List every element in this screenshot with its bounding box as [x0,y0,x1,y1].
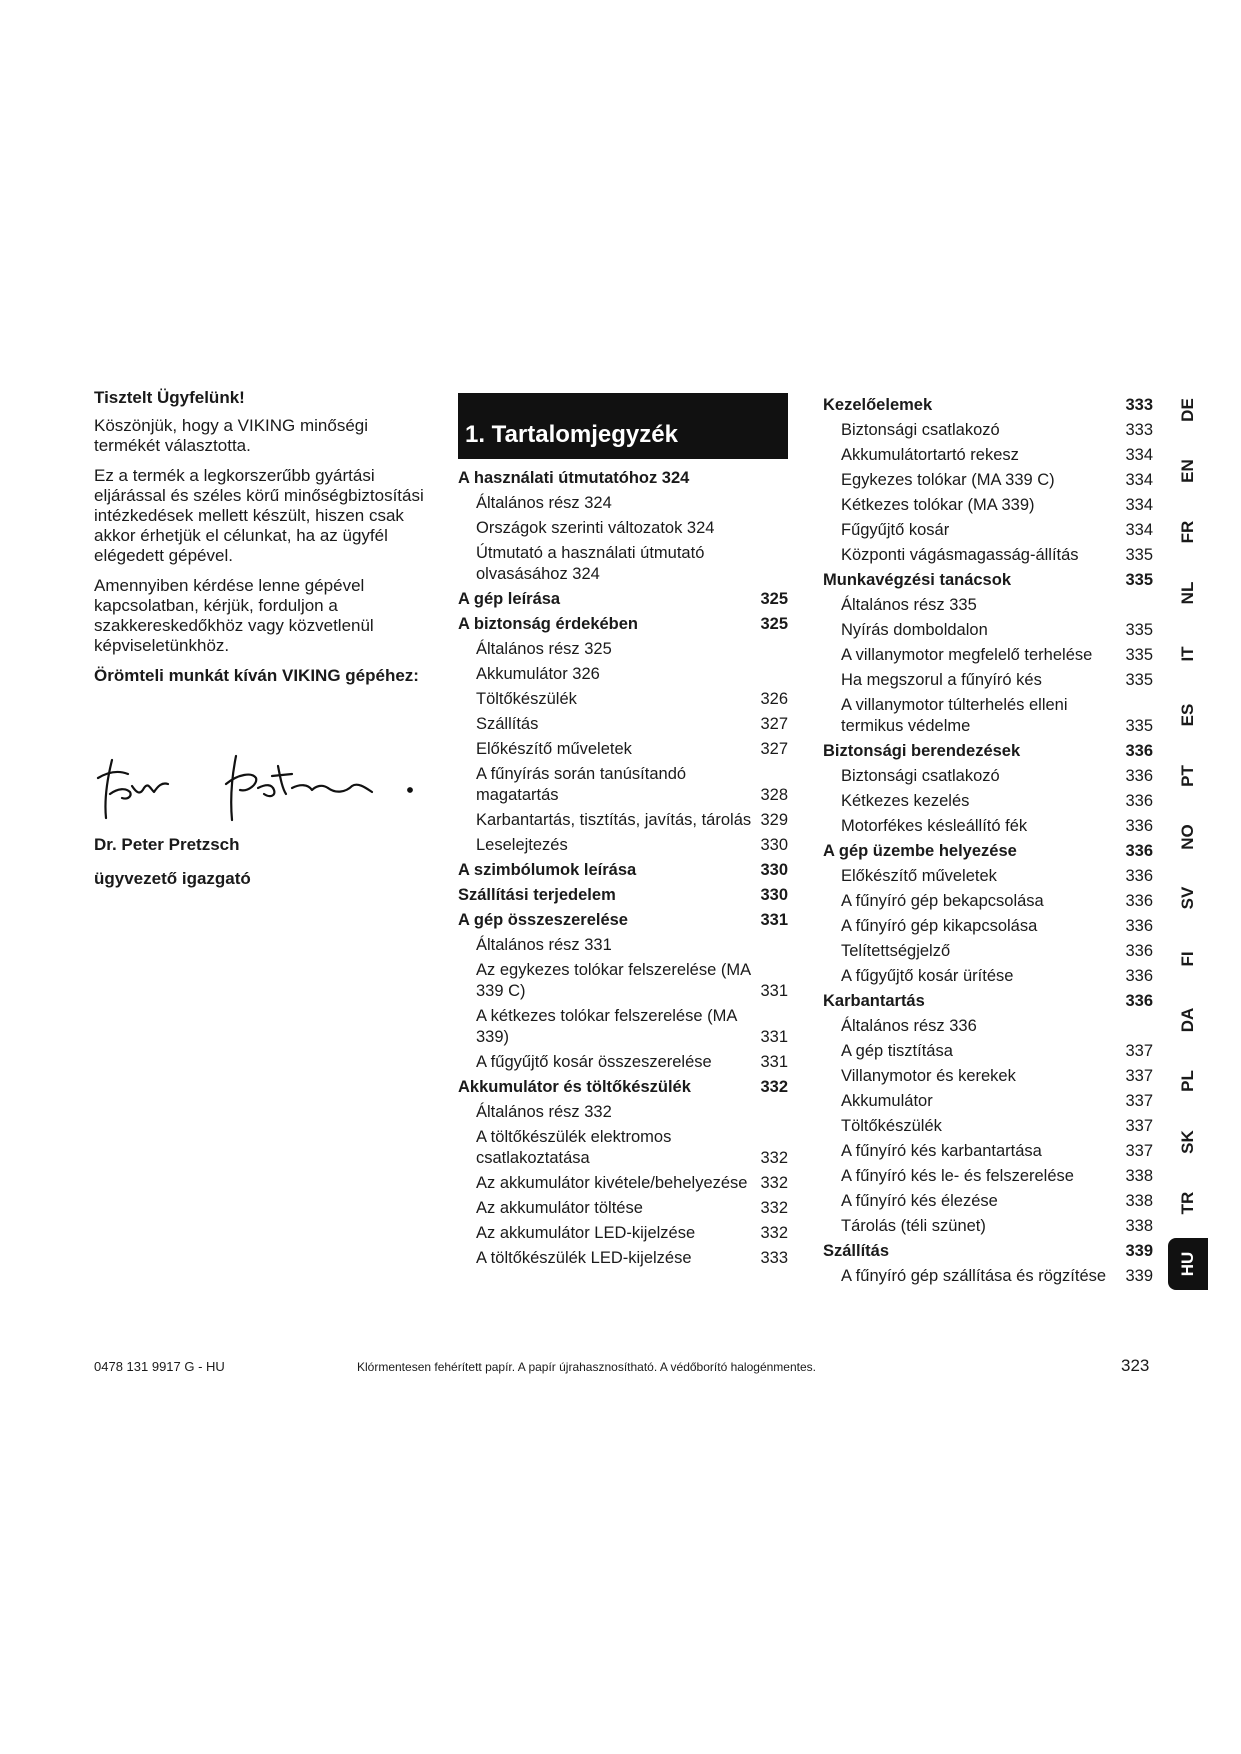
toc-entry[interactable] [823,916,1153,937]
toc-entry[interactable] [458,639,788,660]
toc-page-number: 334 [1125,471,1153,489]
toc-entry-title: A szimbólumok leírása [458,861,637,879]
toc-page-number: 335 [1125,717,1153,735]
toc-entry-title: A biztonság érdekében [458,615,639,633]
toc-page-number: 330 [760,861,788,879]
toc-entry-title: A fűnyíró gép szállítása és rögzítése [841,1267,1107,1285]
toc-entry[interactable] [823,1091,1153,1112]
toc-section[interactable] [458,589,788,610]
toc-entry-title: Leselejtezés [476,836,568,854]
language-tab-nl[interactable] [1168,578,1208,608]
language-tab-en[interactable] [1168,456,1208,486]
toc-entry[interactable] [823,941,1153,962]
toc-entry[interactable] [823,1016,1153,1037]
toc-section[interactable] [823,841,1153,862]
greeting: Tisztelt Ügyfelünk! [94,388,245,407]
toc-entry-title: Tárolás (téli szünet) [841,1217,986,1235]
language-tab-label: DA [1178,1007,1197,1033]
language-tab-label: IT [1178,646,1197,662]
toc-entry-title: Töltőkészülék [476,690,577,708]
toc-page-number: 338 [1125,1167,1153,1185]
toc-entry[interactable] [458,664,788,685]
toc-entry-title: A villanymotor megfelelő terhelése [841,646,1093,664]
toc-entry-title: A töltőkészülék elektromos csatlakoztatása [476,1128,672,1167]
language-tab-tr[interactable] [1168,1188,1208,1218]
toc-entry[interactable] [458,518,788,539]
toc-section[interactable] [458,468,788,489]
toc-entry[interactable] [458,1006,788,1048]
toc-page-number: 329 [760,811,788,829]
toc-entry[interactable] [823,1141,1153,1162]
toc-page-number: 330 [760,836,788,854]
toc-entry-title: A fűnyíró kés le- és felszerelése [841,1167,1074,1185]
toc-entry[interactable] [458,1127,788,1169]
toc-page-number: 338 [1125,1192,1153,1210]
toc-entry[interactable] [823,545,1153,566]
toc-section[interactable] [823,741,1153,762]
language-tab-label: NL [1178,581,1197,605]
toc-entry-title: Általános rész 332 [476,1103,612,1121]
toc-entry-title: Szállítási terjedelem [458,886,616,904]
language-tab-label: SK [1178,1130,1197,1154]
toc-entry-title: Nyírás domboldalon [841,621,988,639]
toc-entry[interactable] [458,1248,788,1269]
language-tab-label: NO [1178,824,1197,850]
toc-page-number: 337 [1125,1092,1153,1110]
toc-section[interactable] [458,1077,788,1098]
toc-page-number: 336 [1125,817,1153,835]
language-tab-label: PL [1178,1070,1197,1092]
toc-page-number: 337 [1125,1142,1153,1160]
intro-paragraph: Amennyiben kérdése lenne gépével kapcsolatban, kérjük, forduljon a szakkereskedőkhöz vagy közvetlenül képviseletünkhöz. [94,576,374,655]
toc-page-number: 336 [1125,767,1153,785]
toc-page-number: 328 [760,786,788,804]
toc-page-number: 337 [1125,1117,1153,1135]
toc-entry[interactable] [458,1052,788,1073]
toc-page-number: 335 [1125,571,1153,589]
toc-entry-title: A gép összeszerelése [458,911,628,929]
language-tab-fr[interactable] [1168,517,1208,547]
toc-entry-title: A fűnyíró gép kikapcsolása [841,917,1038,935]
toc-page-number: 338 [1125,1217,1153,1235]
toc-entry[interactable] [823,420,1153,441]
toc-entry-title: Fűgyűjtő kosár [841,521,950,539]
language-tab-label: EN [1178,459,1197,483]
toc-entry[interactable] [823,1191,1153,1212]
language-tab-label: DE [1178,398,1197,422]
toc-entry[interactable] [458,714,788,735]
toc-entry[interactable] [823,791,1153,812]
toc-page-number: 335 [1125,671,1153,689]
toc-page-number: 326 [760,690,788,708]
toc-entry[interactable] [823,766,1153,787]
toc-page-number: 336 [1125,992,1153,1010]
toc-entry[interactable] [823,645,1153,666]
toc-entry[interactable] [823,866,1153,887]
toc-entry-title: Előkészítő műveletek [476,740,632,758]
toc-entry[interactable] [458,1223,788,1244]
toc-page-number: 331 [760,1053,788,1071]
toc-page-number: 327 [760,740,788,758]
toc-entry-title: Ha megszorul a fűnyíró kés [841,671,1042,689]
toc-entry-title: Biztonsági csatlakozó [841,767,1000,785]
toc-entry-title: Villanymotor és kerekek [841,1067,1016,1085]
toc-page-number: 336 [1125,792,1153,810]
toc-page-number: 332 [760,1174,788,1192]
toc-entry-title: Általános rész 324 [476,494,612,512]
toc-entry-title: Általános rész 336 [841,1017,977,1035]
toc-entry-title: A gép leírása [458,590,561,608]
toc-entry-title: Karbantartás, tisztítás, javítás, tárolás [476,811,752,829]
toc-entry[interactable] [458,960,788,1002]
language-tab-pt[interactable] [1168,761,1208,791]
toc-entry[interactable] [823,1166,1153,1187]
toc-entry[interactable] [823,891,1153,912]
toc-entry[interactable] [823,816,1153,837]
toc-column-middle [458,468,788,1273]
toc-page-number: 334 [1125,521,1153,539]
toc-entry[interactable] [823,670,1153,691]
language-tab-label: FR [1178,520,1197,544]
intro-paragraph: Köszönjük, hogy a VIKING minőségi termékét választotta. [94,416,369,455]
toc-entry[interactable] [458,739,788,760]
toc-entry-title: A fűgyűjtő kosár ürítése [841,967,1014,985]
toc-entry-title: Az akkumulátor LED-kijelzése [476,1224,696,1242]
toc-page-number: 334 [1125,496,1153,514]
toc-page-number: 331 [760,1028,788,1046]
toc-entry[interactable] [458,689,788,710]
toc-entry-title: A gép üzembe helyezése [823,842,1017,860]
language-tab-pl[interactable] [1168,1066,1208,1096]
toc-entry-title: Az akkumulátor kivétele/behelyezése [476,1174,748,1192]
toc-entry-title: Kétkezes kezelés [841,792,970,810]
toc-section[interactable] [823,570,1153,591]
toc-entry-title: A fűgyűjtő kosár összeszerelése [476,1053,712,1071]
toc-section[interactable] [823,395,1153,416]
toc-section[interactable] [458,614,788,635]
language-tab-fi[interactable] [1168,944,1208,974]
toc-entry[interactable] [458,493,788,514]
toc-entry-title: A fűnyíró kés élezése [841,1192,998,1210]
paper-note: Klórmentesen fehérített papír. A papír újrahasznosítható. A védőborító halogénmentes. [357,1360,816,1374]
toc-page-number: 337 [1125,1042,1153,1060]
toc-page-number: 339 [1125,1242,1153,1260]
toc-entry-title: Általános rész 331 [476,936,612,954]
toc-section[interactable] [458,860,788,881]
language-tab-label: PT [1178,765,1197,787]
toc-section[interactable] [458,885,788,906]
toc-page-number: 325 [760,615,788,633]
language-tab-sk[interactable] [1168,1127,1208,1157]
signer-name: Dr. Peter Pretzsch [94,835,240,854]
toc-entry-title: Kezelőelemek [823,396,933,414]
toc-entry-title: Telítettségjelző [841,942,951,960]
toc-entry[interactable] [823,620,1153,641]
toc-entry[interactable] [458,935,788,956]
toc-entry-title: Biztonsági csatlakozó [841,421,1000,439]
toc-entry-title: Motorfékes késleállító fék [841,817,1028,835]
toc-page-number: 333 [1125,421,1153,439]
handwritten-signature [96,748,426,838]
toc-entry-title: A töltőkészülék LED-kijelzése [476,1249,692,1267]
toc-entry-title: Biztonsági berendezések [823,742,1021,760]
toc-entry[interactable] [458,1102,788,1123]
toc-entry-title: Az akkumulátor töltése [476,1199,643,1217]
closing-line: Örömteli munkát kíván VIKING gépéhez: [94,666,419,685]
toc-section[interactable] [823,991,1153,1012]
language-tab-hu[interactable] [1168,1238,1208,1290]
toc-entry[interactable] [823,1266,1153,1287]
toc-entry-title: Akkumulátor [841,1092,933,1110]
toc-entry-title: Előkészítő műveletek [841,867,997,885]
toc-page-number: 332 [760,1078,788,1096]
toc-entry-title: Kétkezes tolókar (MA 339) [841,496,1035,514]
toc-page-number: 336 [1125,742,1153,760]
toc-entry[interactable] [458,1198,788,1219]
language-tab-label: HU [1178,1251,1197,1277]
toc-entry[interactable] [823,520,1153,541]
toc-entry[interactable] [823,470,1153,491]
toc-page-number: 333 [1125,396,1153,414]
toc-page-number: 332 [760,1149,788,1167]
toc-entry-title: Egykezes tolókar (MA 339 C) [841,471,1055,489]
toc-page-number: 334 [1125,446,1153,464]
toc-page-number: 336 [1125,892,1153,910]
toc-entry-title: Akkumulátor 326 [476,665,600,683]
toc-entry[interactable] [823,595,1153,616]
language-tab-es[interactable] [1168,700,1208,730]
language-tab-it[interactable] [1168,639,1208,669]
toc-page-number: 332 [760,1199,788,1217]
toc-page-number: 339 [1125,1267,1153,1285]
toc-page-number: 337 [1125,1067,1153,1085]
signer-title: ügyvezető igazgató [94,869,251,888]
toc-entry-title: Munkavégzési tanácsok [823,571,1011,589]
toc-entry-title: Töltőkészülék [841,1117,942,1135]
toc-entry[interactable] [823,1116,1153,1137]
toc-page-number: 331 [760,982,788,1000]
toc-entry-title: Az egykezes tolókar felszerelése (MA 339 C) [476,961,751,1000]
toc-entry-title: Országok szerinti változatok 324 [476,519,715,537]
toc-section[interactable] [458,910,788,931]
toc-title: 1. Tartalomjegyzék [465,421,678,448]
toc-page-number: 333 [760,1249,788,1267]
toc-page-number: 332 [760,1224,788,1242]
toc-entry-title: A gép tisztítása [841,1042,953,1060]
toc-entry[interactable] [823,495,1153,516]
language-tab-label: SV [1178,886,1197,910]
language-tab-sv[interactable] [1168,883,1208,913]
toc-page-number: 327 [760,715,788,733]
toc-entry-title: Akkumulátortartó rekesz [841,446,1019,464]
toc-page-number: 335 [1125,646,1153,664]
toc-page-number: 335 [1125,621,1153,639]
language-tab-da[interactable] [1168,1005,1208,1035]
toc-entry-title: A kétkezes tolókar felszerelése (MA 339) [476,1007,737,1046]
toc-entry-title: Akkumulátor és töltőkészülék [458,1078,691,1096]
toc-entry[interactable] [458,810,788,831]
toc-entry[interactable] [823,445,1153,466]
toc-entry-title: Általános rész 325 [476,640,612,658]
toc-entry[interactable] [458,835,788,856]
toc-page-number: 336 [1125,842,1153,860]
toc-entry-title: Karbantartás [823,992,925,1010]
toc-entry[interactable] [823,1216,1153,1237]
toc-entry[interactable] [823,966,1153,987]
language-tab-label: FI [1178,951,1197,967]
toc-section[interactable] [823,1241,1153,1262]
toc-entry-title: A villanymotor túlterhelés elleni termikus védelme [841,696,1068,735]
language-tab-no[interactable] [1168,822,1208,852]
toc-entry-title: Általános rész 335 [841,596,977,614]
toc-column-right [823,395,1153,1291]
toc-entry[interactable] [823,695,1153,737]
document-code: 0478 131 9917 G - HU [94,1359,225,1374]
toc-entry-title: A használati útmutatóhoz 324 [458,469,690,487]
toc-entry-title: A fűnyírás során tanúsítandó magatartás [476,765,687,804]
toc-page-number: 325 [760,590,788,608]
toc-entry-title: Szállítás [823,1242,890,1260]
intro-paragraph: Ez a termék a legkorszerűbb gyártási eljárással és széles körű minőségbiztosítási intézkedések mellett készült, hiszen csak akkor érhetjük el célunkat, ha az ügyfél elégedett gépével. [94,466,424,565]
toc-page-number: 331 [760,911,788,929]
toc-entry[interactable] [458,543,788,585]
toc-entry-title: Szállítás [476,715,539,733]
toc-entry-title: A fűnyíró kés karbantartása [841,1142,1042,1160]
toc-entry-title: A fűnyíró gép bekapcsolása [841,892,1044,910]
toc-entry[interactable] [823,1066,1153,1087]
language-tab-de[interactable] [1168,395,1208,425]
toc-entry[interactable] [823,1041,1153,1062]
toc-page-number: 336 [1125,917,1153,935]
toc-page-number: 330 [760,886,788,904]
page-number: 323 [1121,1356,1150,1375]
toc-page-number: 336 [1125,942,1153,960]
toc-entry-title: Útmutató a használati útmutató olvasásához 324 [476,544,705,583]
toc-page-number: 336 [1125,867,1153,885]
toc-page-number: 335 [1125,546,1153,564]
intro-letter [94,388,429,696]
toc-entry[interactable] [458,764,788,806]
language-tab-label: ES [1178,703,1197,727]
toc-page-number: 336 [1125,967,1153,985]
toc-entry-title: Központi vágásmagasság-állítás [841,546,1079,564]
toc-entry[interactable] [458,1173,788,1194]
language-tab-label: TR [1178,1191,1197,1215]
